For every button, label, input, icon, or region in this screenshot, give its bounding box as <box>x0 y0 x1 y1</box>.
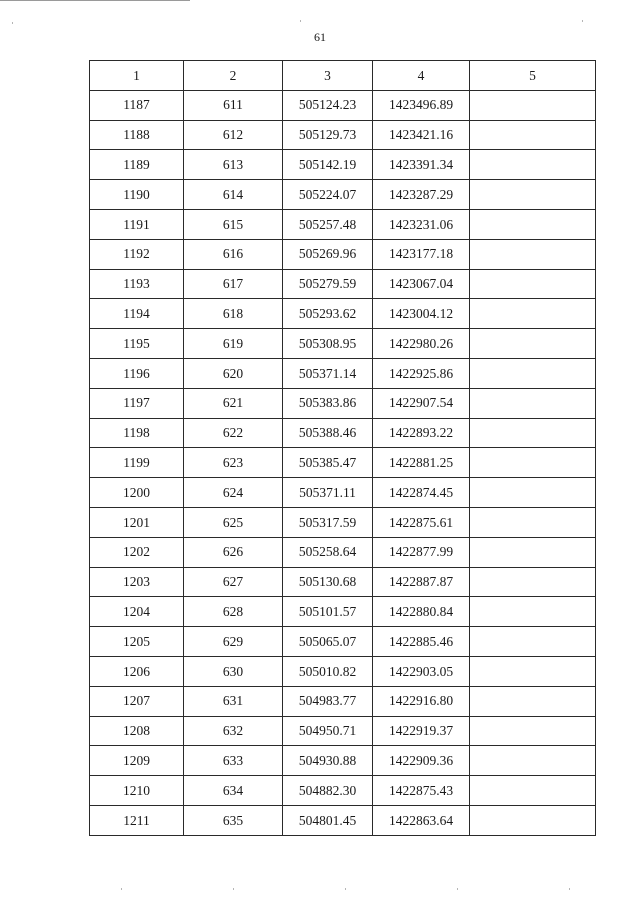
column-header: 3 <box>283 61 373 91</box>
scan-speck <box>121 888 122 890</box>
table-cell: 504930.88 <box>283 746 373 776</box>
table-cell: 1192 <box>90 239 184 269</box>
table-cell: 1423496.89 <box>373 90 470 120</box>
table-cell: 1422909.36 <box>373 746 470 776</box>
table-cell: 1422903.05 <box>373 656 470 686</box>
table-row <box>90 90 596 120</box>
scan-speck <box>300 20 301 22</box>
table-cell: 1422919.37 <box>373 716 470 746</box>
table-cell: 1197 <box>90 388 184 418</box>
table-row <box>90 388 596 418</box>
table-row <box>90 299 596 329</box>
table-cell: 1422980.26 <box>373 329 470 359</box>
table-cell: 504950.71 <box>283 716 373 746</box>
table-cell: 505317.59 <box>283 507 373 537</box>
scan-speck <box>345 888 346 890</box>
table-cell: 505371.11 <box>283 478 373 508</box>
table-cell <box>470 269 596 299</box>
table-cell: 616 <box>184 239 283 269</box>
scan-speck <box>233 888 234 890</box>
table-cell: 504983.77 <box>283 686 373 716</box>
table-cell: 1422887.87 <box>373 567 470 597</box>
table-cell: 1423287.29 <box>373 180 470 210</box>
table-cell <box>470 716 596 746</box>
table-cell: 505101.57 <box>283 597 373 627</box>
table-cell: 505124.23 <box>283 90 373 120</box>
table-row <box>90 180 596 210</box>
table-cell <box>470 299 596 329</box>
table-cell: 505293.62 <box>283 299 373 329</box>
table-cell: 1422880.84 <box>373 597 470 627</box>
scan-artifact-line <box>0 0 190 1</box>
table-cell: 1191 <box>90 209 184 239</box>
table-cell: 628 <box>184 597 283 627</box>
table-cell: 1204 <box>90 597 184 627</box>
table-cell: 505224.07 <box>283 180 373 210</box>
table-cell: 1193 <box>90 269 184 299</box>
table-cell: 619 <box>184 329 283 359</box>
table-cell: 1188 <box>90 120 184 150</box>
scan-speck <box>582 20 583 22</box>
table-row <box>90 776 596 806</box>
table-cell: 1203 <box>90 567 184 597</box>
table-cell: 1423391.34 <box>373 150 470 180</box>
table-row <box>90 150 596 180</box>
table-cell: 505130.68 <box>283 567 373 597</box>
table-cell: 1206 <box>90 656 184 686</box>
table-cell: 614 <box>184 180 283 210</box>
table-cell: 1422875.43 <box>373 776 470 806</box>
table-cell: 615 <box>184 209 283 239</box>
table-cell <box>470 239 596 269</box>
table-cell: 632 <box>184 716 283 746</box>
table-cell: 634 <box>184 776 283 806</box>
scan-speck <box>457 888 458 890</box>
table-row <box>90 418 596 448</box>
table-cell <box>470 448 596 478</box>
table-cell <box>470 776 596 806</box>
table-cell: 1423231.06 <box>373 209 470 239</box>
table-header-row <box>90 61 596 91</box>
table-cell: 504882.30 <box>283 776 373 806</box>
table-cell: 505257.48 <box>283 209 373 239</box>
table-cell: 625 <box>184 507 283 537</box>
table-cell: 631 <box>184 686 283 716</box>
table-cell: 622 <box>184 418 283 448</box>
table-cell: 1423067.04 <box>373 269 470 299</box>
table-row <box>90 597 596 627</box>
table-cell: 505142.19 <box>283 150 373 180</box>
table-row <box>90 329 596 359</box>
table-cell: 617 <box>184 269 283 299</box>
table-cell: 635 <box>184 805 283 835</box>
table-row <box>90 120 596 150</box>
coordinates-table <box>89 60 596 836</box>
column-header: 5 <box>470 61 596 91</box>
table-cell <box>470 507 596 537</box>
table-cell: 1422881.25 <box>373 448 470 478</box>
scan-speck <box>569 888 570 890</box>
table-row <box>90 239 596 269</box>
table-cell: 1207 <box>90 686 184 716</box>
table-cell: 1422874.45 <box>373 478 470 508</box>
table-cell: 626 <box>184 537 283 567</box>
table-row <box>90 448 596 478</box>
table-cell: 1210 <box>90 776 184 806</box>
table-row <box>90 746 596 776</box>
column-header: 1 <box>90 61 184 91</box>
table-cell: 505308.95 <box>283 329 373 359</box>
table-cell <box>470 90 596 120</box>
table-cell: 1422907.54 <box>373 388 470 418</box>
table-cell: 623 <box>184 448 283 478</box>
table-cell: 1201 <box>90 507 184 537</box>
table-cell: 1422885.46 <box>373 627 470 657</box>
table-cell: 1422877.99 <box>373 537 470 567</box>
table-cell: 1423421.16 <box>373 120 470 150</box>
table-cell: 612 <box>184 120 283 150</box>
table-cell <box>470 567 596 597</box>
table-cell: 1189 <box>90 150 184 180</box>
table-cell <box>470 627 596 657</box>
table-cell: 505010.82 <box>283 656 373 686</box>
table-cell: 1199 <box>90 448 184 478</box>
table-cell: 1202 <box>90 537 184 567</box>
table-cell <box>470 418 596 448</box>
table-cell: 505388.46 <box>283 418 373 448</box>
table-cell <box>470 597 596 627</box>
table-cell: 611 <box>184 90 283 120</box>
table-cell: 1423177.18 <box>373 239 470 269</box>
table-row <box>90 269 596 299</box>
table-cell: 1211 <box>90 805 184 835</box>
table-cell: 1196 <box>90 358 184 388</box>
table-cell: 1423004.12 <box>373 299 470 329</box>
table-cell: 1190 <box>90 180 184 210</box>
table-cell: 1195 <box>90 329 184 359</box>
table-cell <box>470 746 596 776</box>
table-row <box>90 507 596 537</box>
table-cell: 633 <box>184 746 283 776</box>
table-cell <box>470 686 596 716</box>
scan-speck <box>12 22 13 24</box>
table-cell <box>470 656 596 686</box>
table-cell <box>470 805 596 835</box>
table-row <box>90 627 596 657</box>
table-cell <box>470 388 596 418</box>
table-cell: 505129.73 <box>283 120 373 150</box>
table-row <box>90 656 596 686</box>
table-cell: 504801.45 <box>283 805 373 835</box>
table-cell <box>470 120 596 150</box>
table-row <box>90 686 596 716</box>
table-row <box>90 716 596 746</box>
table-row <box>90 209 596 239</box>
table-row <box>90 537 596 567</box>
table-cell: 1208 <box>90 716 184 746</box>
table-cell: 613 <box>184 150 283 180</box>
table-cell: 505258.64 <box>283 537 373 567</box>
table-cell: 627 <box>184 567 283 597</box>
table-cell: 1194 <box>90 299 184 329</box>
table-cell: 505279.59 <box>283 269 373 299</box>
table-cell: 618 <box>184 299 283 329</box>
table-cell: 505371.14 <box>283 358 373 388</box>
table-cell: 505385.47 <box>283 448 373 478</box>
table-cell: 1205 <box>90 627 184 657</box>
table-cell: 1422875.61 <box>373 507 470 537</box>
table-cell: 1422925.86 <box>373 358 470 388</box>
table-cell: 620 <box>184 358 283 388</box>
table-cell: 505269.96 <box>283 239 373 269</box>
table-cell: 1187 <box>90 90 184 120</box>
table-cell <box>470 329 596 359</box>
table-cell <box>470 478 596 508</box>
table-cell: 1209 <box>90 746 184 776</box>
page-number: 61 <box>314 30 326 44</box>
table-cell: 1422916.80 <box>373 686 470 716</box>
table-cell: 621 <box>184 388 283 418</box>
table-cell: 624 <box>184 478 283 508</box>
table-row <box>90 478 596 508</box>
table-cell <box>470 150 596 180</box>
column-header: 4 <box>373 61 470 91</box>
table-cell: 1422893.22 <box>373 418 470 448</box>
table-cell: 505065.07 <box>283 627 373 657</box>
table-cell <box>470 358 596 388</box>
table-row <box>90 358 596 388</box>
table-cell: 1422863.64 <box>373 805 470 835</box>
table-cell: 1200 <box>90 478 184 508</box>
table-cell: 1198 <box>90 418 184 448</box>
table-cell <box>470 537 596 567</box>
table-row <box>90 567 596 597</box>
table-cell: 629 <box>184 627 283 657</box>
table-cell <box>470 180 596 210</box>
table-row <box>90 805 596 835</box>
table-cell: 505383.86 <box>283 388 373 418</box>
table-cell: 630 <box>184 656 283 686</box>
column-header: 2 <box>184 61 283 91</box>
table-cell <box>470 209 596 239</box>
